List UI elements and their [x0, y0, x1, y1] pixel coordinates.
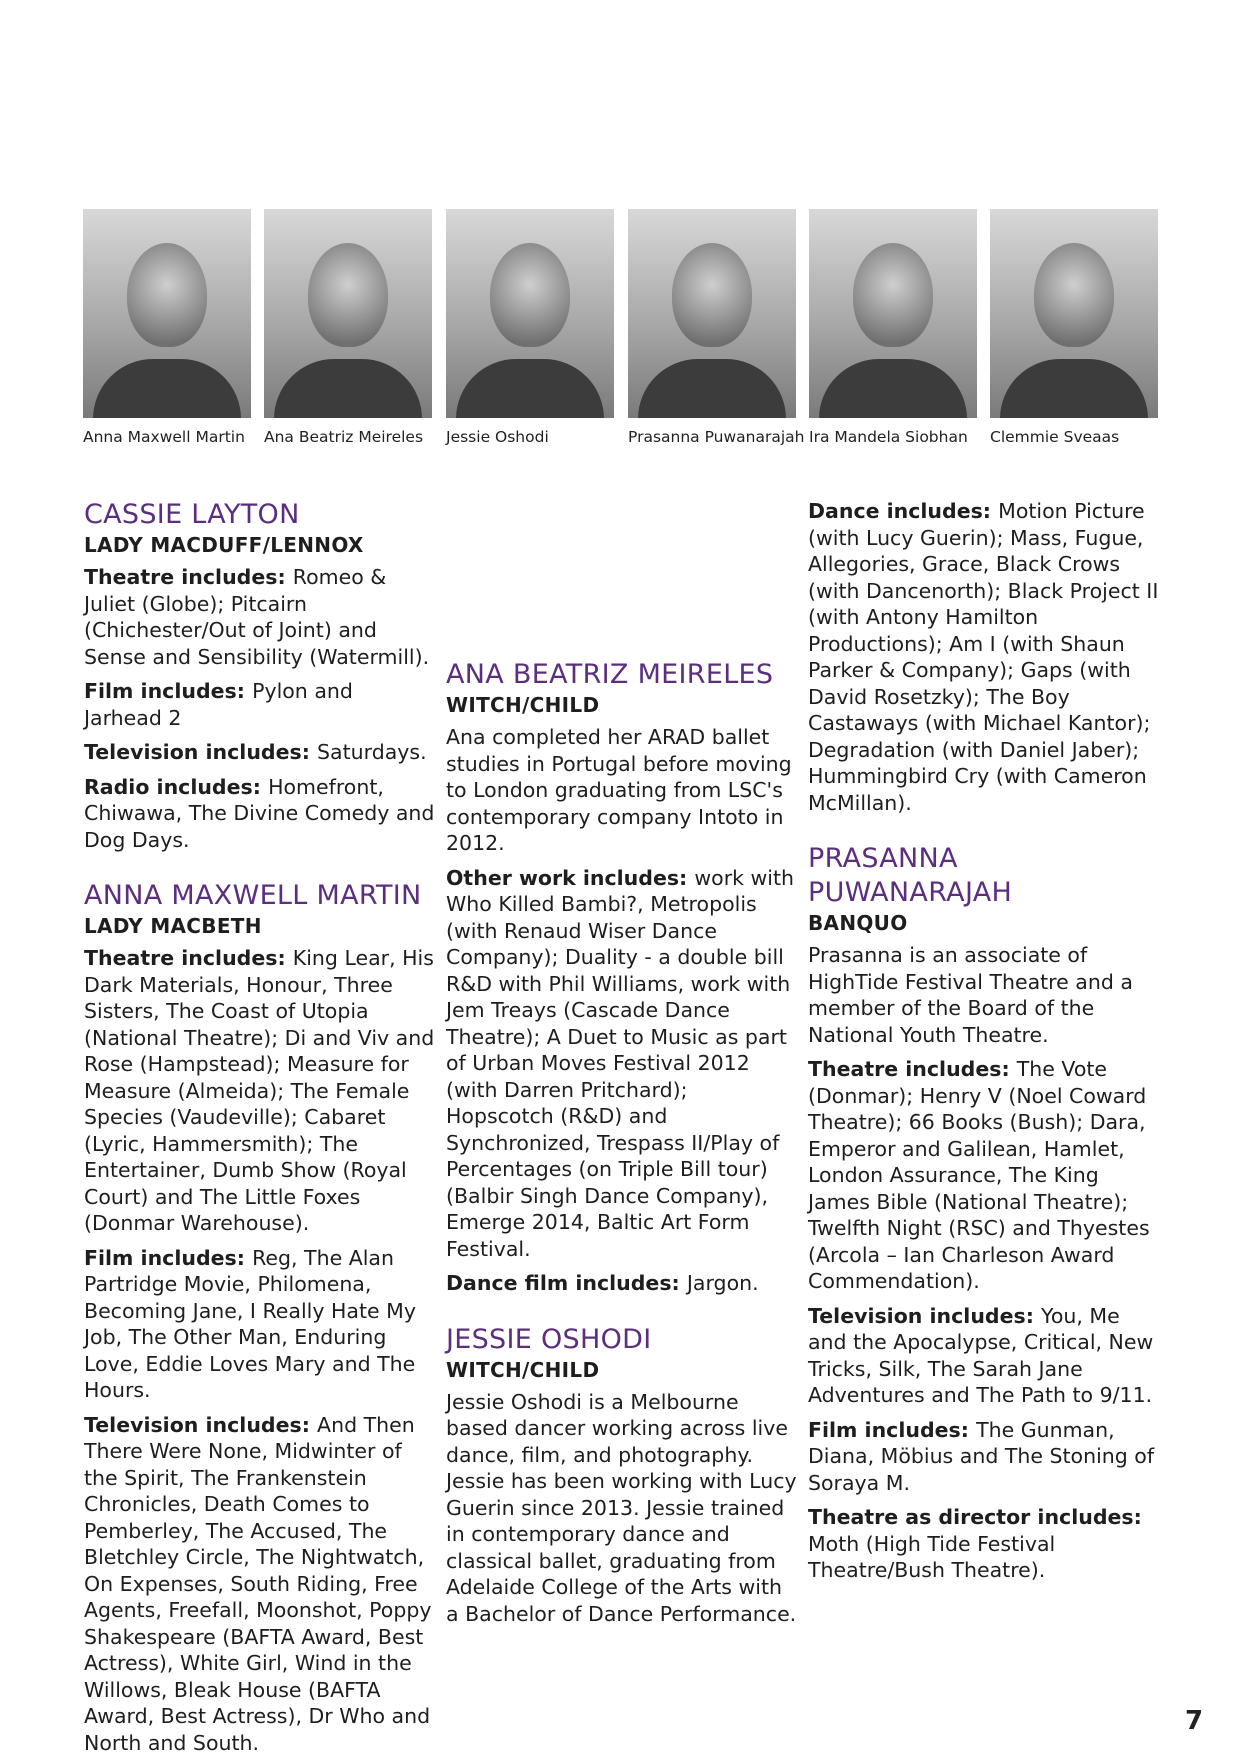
bio-intro: Jessie Oshodi is a Melbourne based dancer working across live dance, film, and photography. Jessie has been working with Lucy Guerin since 2013. Jessie trained in contemporary dance and classical ballet, graduating from Adelaide College of the Arts with a Bachelor of Dance Performance.: [446, 1389, 797, 1626]
bio-credits: Theatre as director includes: Moth (High Tide Festival Theatre/Bush Theatre).: [808, 1505, 1142, 1582]
bio-credits: Radio includes: Homefront, Chiwawa, The Divine Comedy and Dog Days.: [84, 774, 435, 852]
headshot-photo: [990, 209, 1158, 418]
bio-credits: Television includes: You, Me and the Apocalypse, Critical, New Tricks, Silk, The Sarah Jane Adventures and The Path to 9/11.: [808, 1303, 1154, 1407]
bio-credits: Film includes: Reg, The Alan Partridge Movie, Philomena, Becoming Jane, I Really Hate My Job, The Other Man, Enduring Love, Eddie Loves Mary and The Hours.: [84, 1245, 416, 1402]
headshot-caption: Ira Mandela Siobhan: [809, 428, 968, 446]
bio-name: ANNA MAXWELL MARTIN: [84, 880, 422, 911]
bio-credits-continued: Television includes: And Then There Were None, Midwinter of the Spirit, The Frankenstein Chronicles, Death Comes to Pemberley, The Accused, The Bletchley Circle, The Nightwatch, On Expenses, South Riding, Free Agents, Freefall, Moonshot, Poppy Shakespeare (BAFTA Award, Best Actress), White Girl, Wind in the Willows, Bleak House (BAFTA Award, Best Actress), Dr Who and North and South.: [84, 1412, 432, 1755]
headshot-caption: Jessie Oshodi: [446, 428, 549, 446]
bio-column-1: [84, 498, 436, 1764]
bio-column-2: [446, 498, 798, 1635]
bio-intro: Ana completed her ARAD ballet studies in Portugal before moving to London graduating from LSC's contemporary company Intoto in 2012.: [446, 725, 792, 855]
bio-role: LADY MACBETH: [84, 914, 262, 938]
bio-credits: Dance film includes: Jargon.: [446, 1271, 759, 1295]
bio-name: JESSIE OSHODI: [446, 1323, 652, 1355]
bio-credits: Television includes: Saturdays.: [84, 740, 427, 764]
page-number: 7: [1185, 1706, 1204, 1736]
headshot: [264, 209, 432, 446]
headshot: [990, 209, 1158, 446]
headshot: [446, 209, 614, 446]
headshot-photo: [446, 209, 614, 418]
bio-role: WITCH/CHILD: [446, 1357, 600, 1382]
bio-name: ANA BEATRIZ MEIRELES: [446, 659, 774, 690]
bio-name: PRASANNA PUWANARAJAH: [808, 843, 1013, 908]
bio-role: WITCH/CHILD: [446, 693, 600, 717]
bio-role: BANQUO: [808, 911, 908, 935]
headshot-row: [83, 209, 1158, 449]
bio-credits: Theatre includes: King Lear, His Dark Materials, Honour, Three Sisters, The Coast of Utopia (National Theatre); Di and Viv and Rose (Hampstead); Measure for Measure (Almeida); The Female Species (Vaudeville); Cabaret (Lyric, Hammersmith); The Entertainer, Dumb Show (Royal Court) and The Little Foxes (Donmar Warehouse).: [84, 946, 435, 1235]
bio-column-3: [808, 498, 1160, 1592]
headshot: [83, 209, 251, 446]
headshot-photo: [628, 209, 796, 418]
bio-credits: Theatre includes: The Vote (Donmar); Henry V (Noel Coward Theatre); 66 Books (Bush); Dara, Emperor and Galilean, Hamlet, London Assurance, The King James Bible (National Theatre); Twelfth Night (RSC) and Thyestes (Arcola – Ian Charleson Award Commendation).: [808, 1057, 1150, 1293]
bio-credits: Theatre includes: Romeo & Juliet (Globe); Pitcairn (Chichester/Out of Joint) and Sense and Sensibility (Watermill).: [84, 565, 430, 669]
bio-credits: Film includes: Pylon and Jarhead 2: [84, 679, 353, 730]
headshot-photo: [83, 209, 251, 418]
headshot-caption: Clemmie Sveaas: [990, 428, 1120, 446]
bio-intro: Prasanna is an associate of HighTide Festival Theatre and a member of the Board of the National Youth Theatre.: [808, 943, 1133, 1047]
bio-credits: Other work includes: work with Who Killed Bambi?, Metropolis (with Renaud Wiser Dance Company); Duality - a double bill R&D with Phil Williams, work with Jem Treays (Cascade Dance Theatre); A Duet to Music as part of Urban Moves Festival 2012 (with Darren Pritchard); Hopscotch (R&D) and Synchronized, Trespass II/Play of Percentages (on Triple Bill tour) (Balbir Singh Dance Company), Emerge 2014, Baltic Art Form Festival.: [446, 865, 795, 1261]
bio-credits: Dance includes: Motion Picture (with Lucy Guerin); Mass, Fugue, Allegories, Grace, Black Crows (with Dancenorth); Black Project II (with Antony Hamilton Productions); Am I (with Shaun Parker & Company); Gaps (with David Rosetzky); The Boy Castaways (with Michael Kantor); Degradation (with Daniel Jaber); Hummingbird Cry (with Cameron McMillan).: [808, 499, 1159, 815]
headshot-caption: Prasanna Puwanarajah: [628, 428, 805, 446]
headshot-photo: [809, 209, 977, 418]
headshot-caption: Anna Maxwell Martin: [83, 428, 245, 446]
headshot: [809, 209, 977, 446]
bio-role: LADY MACDUFF/LENNOX: [84, 533, 364, 557]
bio-credits: Film includes: The Gunman, Diana, Möbius and The Stoning of Soraya M.: [808, 1417, 1155, 1495]
bio-name: CASSIE LAYTON: [84, 499, 300, 530]
headshot: [628, 209, 805, 446]
headshot-caption: Ana Beatriz Meireles: [264, 428, 424, 446]
headshot-photo: [264, 209, 432, 418]
